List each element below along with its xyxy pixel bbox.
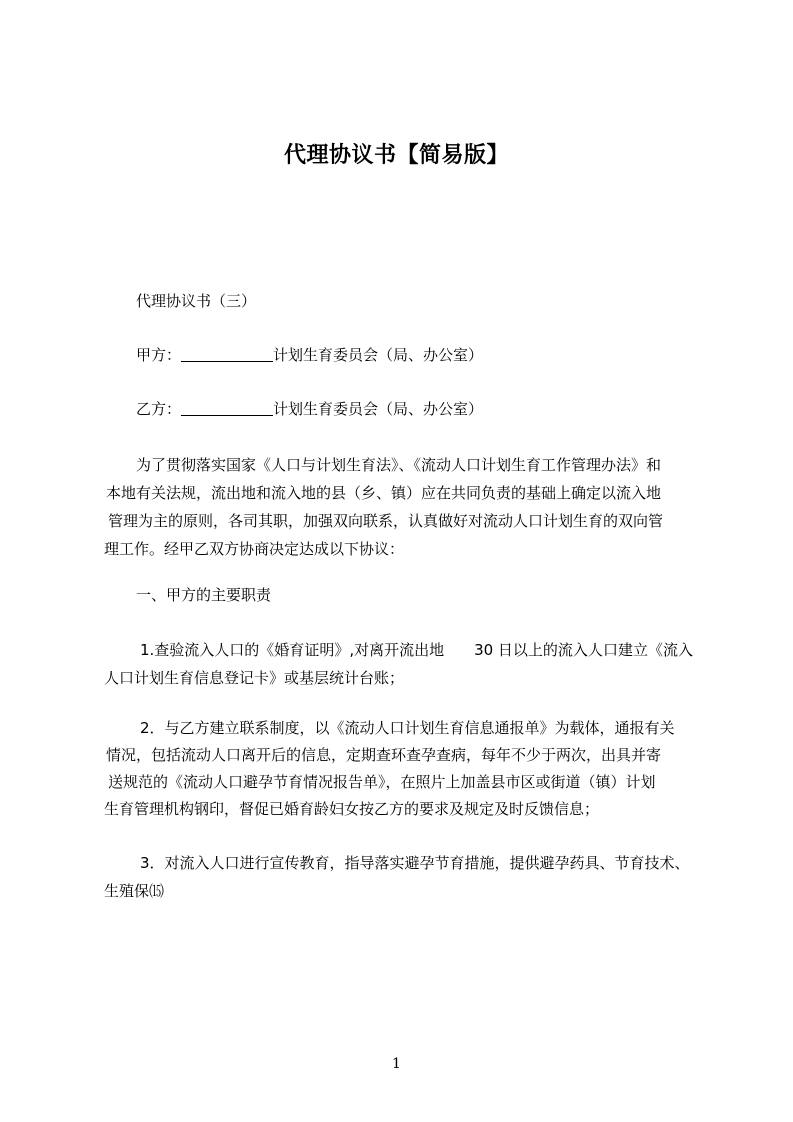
intro-line: 管理为主的原则，各司其职，加强双向联系，认真做好对流动人口计划生育的双向管	[108, 512, 664, 530]
party-b-line	[104, 397, 716, 421]
agreement-subtitle	[104, 289, 716, 313]
item-3-paragraph	[104, 849, 716, 905]
item-2-paragraph	[104, 715, 716, 823]
party-a-label: 甲方：	[136, 346, 182, 364]
subtitle-text: 代理协议书（三）	[136, 292, 257, 310]
party-b-label: 乙方：	[136, 400, 182, 418]
intro-line: 为了贯彻落实国家《人口与计划生育法》、《流动人口计划生育工作管理办法》和	[136, 456, 662, 474]
party-a-line	[104, 343, 716, 367]
item-3-line: 生殖保⒂	[104, 882, 165, 900]
item-2-line: 情况，包括流动人口离开后的信息，定期查环查孕查病，每年不少于两次，出具并寄	[106, 746, 662, 764]
item-2-line: 生育管理机构钢印，督促已婚育龄妇女按乙方的要求及规定及时反馈信息；	[104, 800, 600, 818]
item-1-paragraph	[104, 636, 716, 692]
party-a-suffix: 计划生育委员会（局、办公室）	[273, 346, 484, 364]
document-title: 代理协议书【简易版】	[283, 143, 509, 168]
item-3-line: 3．对流入人口进行宣传教育，指导落实避孕节育措施，提供避孕药具、节育技术、	[140, 854, 690, 872]
intro-line: 本地有关法规，流出地和流入地的县（乡、镇）应在共同负责的基础上确定以流入地	[106, 484, 662, 502]
party-b-suffix: 计划生育委员会（局、办公室）	[273, 400, 484, 418]
intro-line: 理工作。经甲乙双方协商决定达成以下协议：	[104, 540, 405, 558]
section-heading	[104, 583, 716, 607]
party-b-blank	[181, 401, 273, 416]
item-1-line: 人口计划生育信息登记卡》或基层统计台账；	[104, 669, 405, 687]
item-1-line: 1.查验流入人口的《婚育证明》,对离开流出地 30 日以上的流入人口建立《流入	[140, 641, 693, 659]
page-number: 1	[392, 1056, 401, 1072]
item-2-line: 2．与乙方建立联系制度，以《流动人口计划生育信息通报单》为载体，通报有关	[140, 719, 675, 737]
intro-paragraph	[104, 451, 716, 563]
item-2-line: 送规范的《流动人口避孕节育情况报告单》，在照片上加盖县市区或街道（镇）计划	[108, 773, 656, 791]
party-a-blank	[181, 347, 273, 362]
section-heading-text: 一、甲方的主要职责	[136, 586, 272, 604]
